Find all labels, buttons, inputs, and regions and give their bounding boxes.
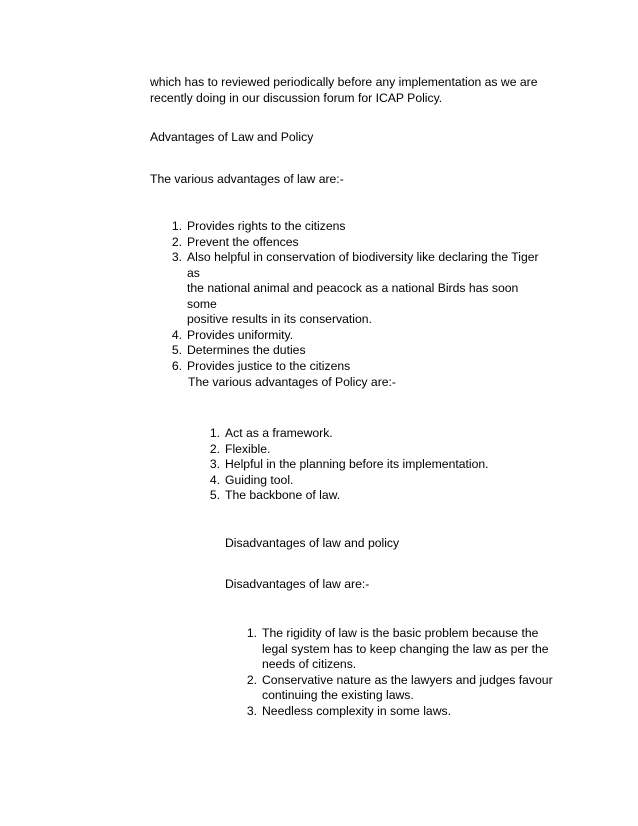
list-item-text: Flexible.: [225, 441, 271, 456]
list-item: [209, 426, 525, 442]
list-number: 2.: [171, 234, 182, 249]
list-item-text: The backbone of law.: [225, 488, 341, 502]
list-number: 3.: [209, 457, 220, 471]
list-item-text: Act as a framework.: [225, 426, 333, 440]
list-item: [246, 626, 562, 673]
list-item: [209, 472, 525, 489]
list-number: 2.: [209, 441, 220, 456]
list-number: 5.: [171, 343, 182, 357]
law-disadvantages-intro: Disadvantages of law are:-: [225, 577, 370, 591]
law-advantages-list: [171, 219, 547, 374]
law-advantages-intro: The various advantages of law are:-: [150, 172, 344, 186]
list-number: 1.: [209, 426, 220, 440]
list-item-text: continuing the existing laws.: [262, 688, 414, 702]
list-number: 1.: [171, 219, 182, 233]
list-item-text: needs of citizens.: [262, 657, 357, 671]
list-item-text: Also helpful in conservation of biodiversity like declaring the Tiger as: [187, 250, 539, 280]
list-item: [171, 234, 547, 251]
list-item-text: Prevent the offences: [187, 234, 299, 249]
list-item-text: Needless complexity in some laws.: [262, 703, 451, 718]
list-item-text: Helpful in the planning before its implementation.: [225, 457, 489, 471]
list-item-text: Provides justice to the citizens: [187, 358, 351, 373]
intro-line-1: which has to reviewed periodically before any implementation as we are: [150, 75, 538, 89]
list-item-text: The rigidity of law is the basic problem because the: [262, 626, 539, 640]
list-number: 5.: [209, 488, 220, 502]
law-disadvantages-list: [246, 626, 562, 719]
list-item: [209, 457, 525, 473]
list-item-text: positive results in its conservation.: [187, 312, 372, 326]
list-item: [246, 703, 562, 720]
list-number: 4.: [209, 472, 220, 487]
list-item: [246, 672, 562, 704]
list-item-text: the national animal and peacock as a national Birds has soon some: [187, 281, 519, 311]
list-number: 3.: [171, 250, 182, 264]
policy-advantages-list: [209, 426, 525, 504]
list-number: 4.: [171, 327, 182, 342]
advantages-heading: Advantages of Law and Policy: [150, 130, 314, 144]
list-item-text: Provides rights to the citizens: [187, 219, 346, 233]
list-item-text: Guiding tool.: [225, 472, 294, 487]
list-number: 6.: [171, 358, 182, 373]
list-item: [171, 219, 547, 235]
list-item: [209, 441, 525, 458]
list-item: [171, 327, 547, 344]
list-number: 1.: [246, 626, 257, 640]
list-number: 3.: [246, 703, 257, 718]
policy-advantages-intro: The various advantages of Policy are:-: [188, 375, 396, 389]
list-number: 2.: [246, 672, 257, 687]
list-item: [171, 250, 547, 328]
list-item-text: Determines the duties: [187, 343, 306, 357]
list-item: [171, 343, 547, 359]
list-item: [171, 358, 547, 375]
list-item-text: Provides uniformity.: [187, 327, 294, 342]
intro-line-2: recently doing in our discussion forum for ICAP Policy.: [150, 90, 443, 105]
intro-paragraph: [150, 75, 550, 106]
list-item-text: legal system has to keep changing the law as per the: [262, 641, 549, 656]
list-item: [209, 488, 525, 504]
disadvantages-heading: Disadvantages of law and policy: [225, 536, 400, 550]
list-item-text: Conservative nature as the lawyers and judges favour: [262, 672, 553, 687]
